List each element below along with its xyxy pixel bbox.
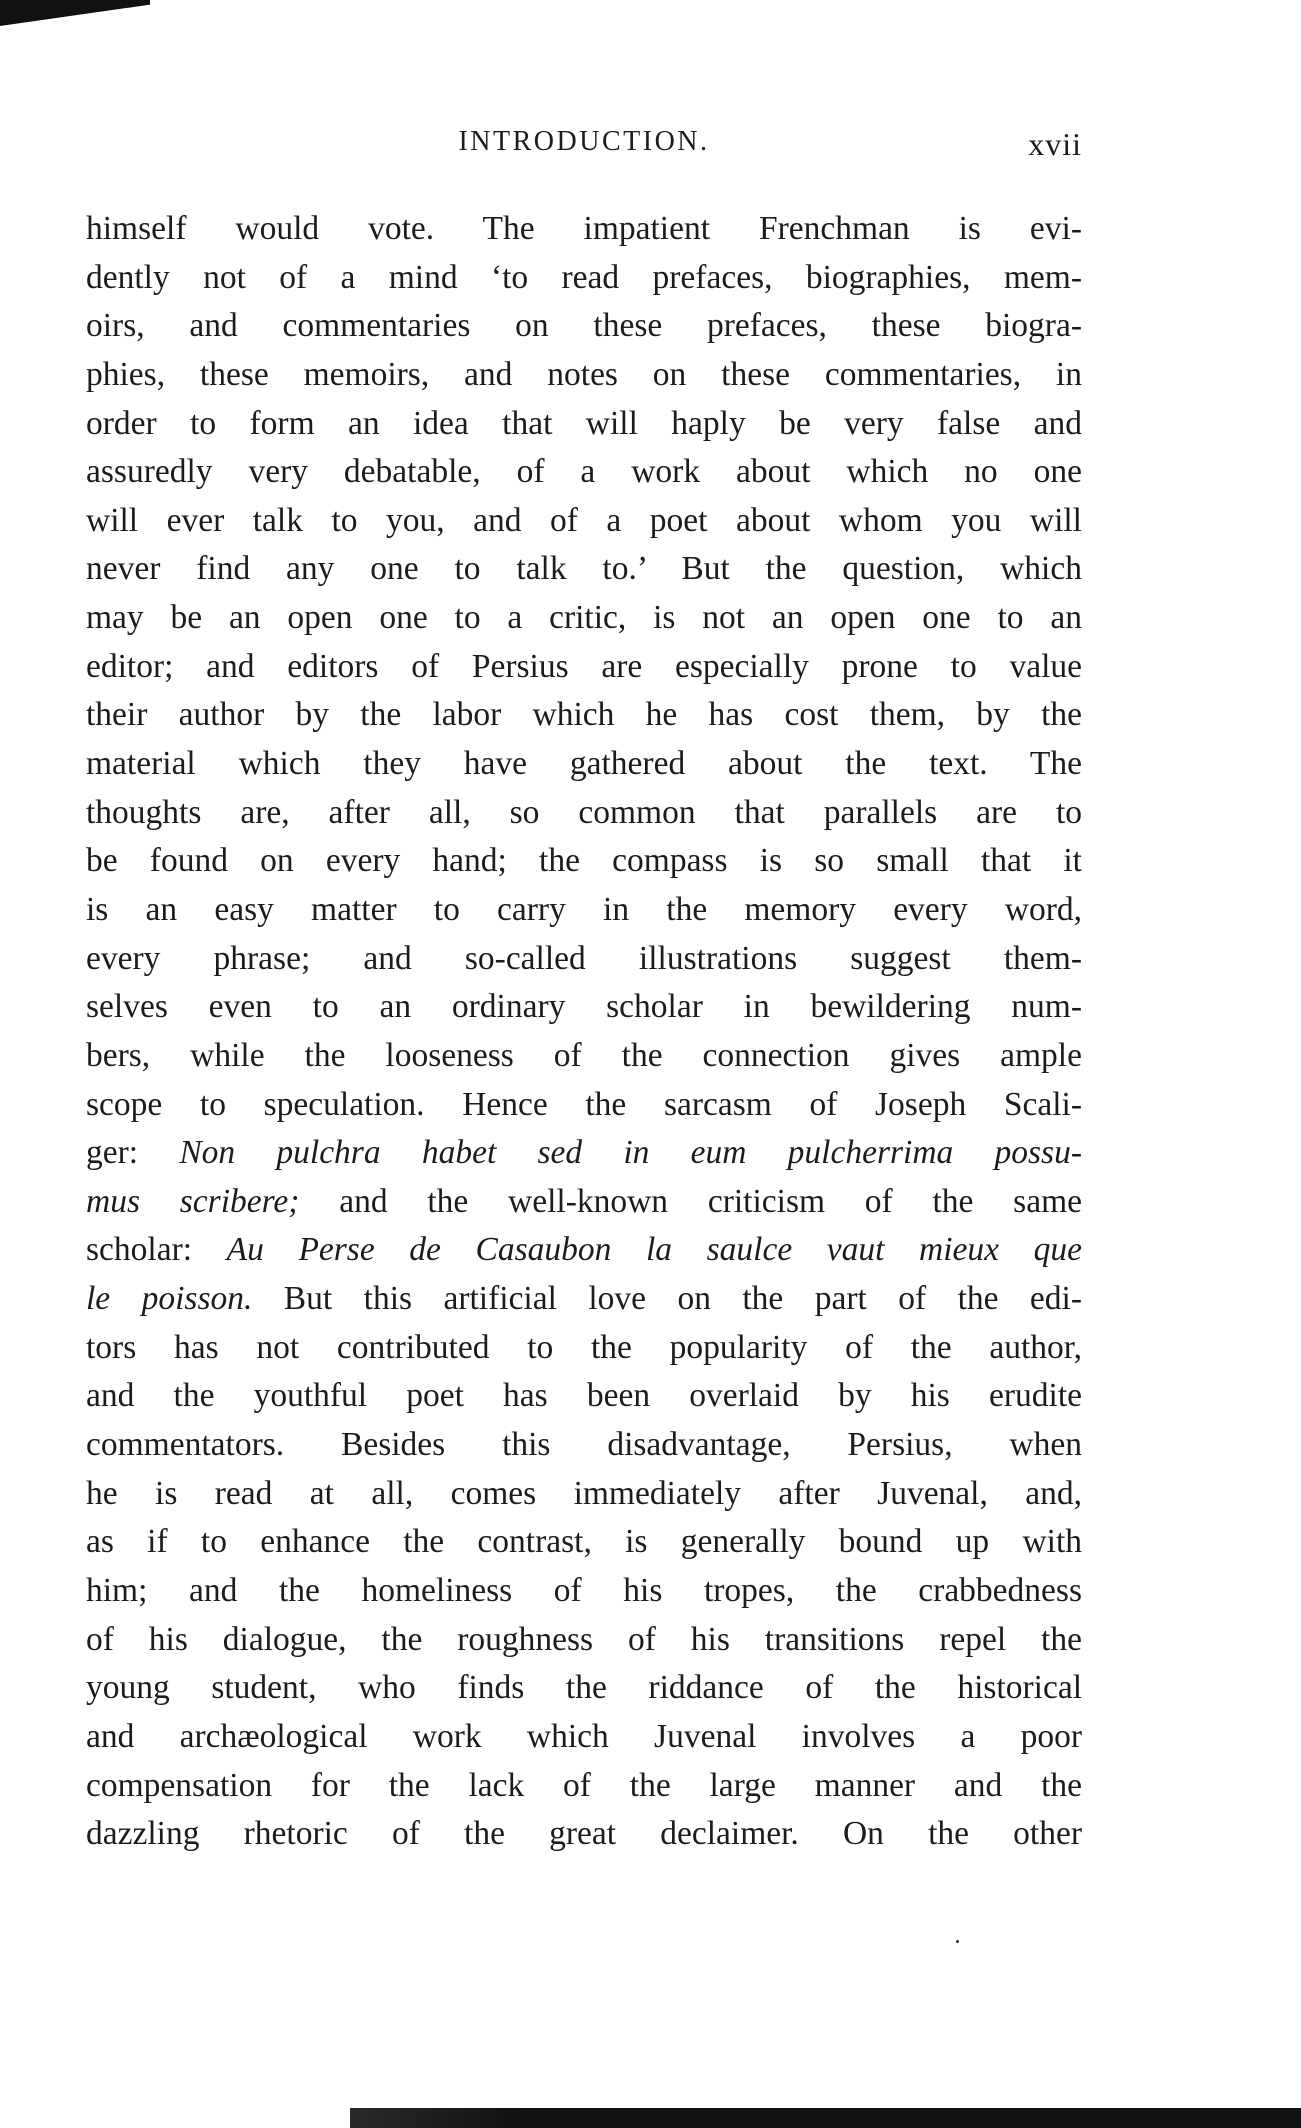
text-line: never find any one to talk to.’ But the question, which <box>86 550 1082 588</box>
text-line: and archæological work which Juvenal involves a poor <box>86 1717 1082 1755</box>
text-line: ger: Non pulchra habet sed in eum pulcherrima possu- <box>86 1134 1082 1172</box>
text-line: himself would vote. The impatient Frenchman is evi- <box>86 210 1082 247</box>
text-line: of his dialogue, the roughness of his transitions repel the <box>86 1620 1082 1658</box>
french-quotation: Au Perse de Casaubon la saulce vaut mieux que <box>226 1231 1082 1269</box>
text-line: be found on every hand; the compass is so small that it <box>86 842 1082 880</box>
text-line: dazzling rhetoric of the great declaimer. On the other <box>86 1815 1082 1853</box>
text-line: oirs, and commentaries on these prefaces, these biogra- <box>86 307 1082 345</box>
text-line: scholar: Au Perse de Casaubon la saulce vaut mieux que <box>86 1231 1082 1269</box>
text-line: and the youthful poet has been overlaid by his erudite <box>86 1377 1082 1415</box>
page-number: xvii <box>1028 126 1082 162</box>
text-line: him; and the homeliness of his tropes, the crabbedness <box>86 1571 1082 1609</box>
body-paragraph <box>86 205 1082 1859</box>
text-line: commentators. Besides this disadvantage, Persius, when <box>86 1426 1082 1464</box>
scan-edge-bar <box>350 2108 1301 2128</box>
text-line: assuredly very debatable, of a work about which no one <box>86 453 1082 491</box>
text-line: scope to speculation. Hence the sarcasm of Joseph Scali- <box>86 1085 1082 1123</box>
running-head <box>86 126 1082 170</box>
text-line: he is read at all, comes immediately after Juvenal, and, <box>86 1474 1082 1512</box>
text-line: material which they have gathered about the text. The <box>86 745 1082 783</box>
scan-speck <box>956 1940 959 1943</box>
text-line: every phrase; and so-called illustrations suggest them- <box>86 939 1082 977</box>
text-line: bers, while the looseness of the connection gives ample <box>86 1036 1082 1074</box>
text-line: mus scribere; and the well-known criticism of the same <box>86 1182 1082 1220</box>
text-line: their author by the labor which he has cost them, by the <box>86 696 1082 734</box>
text-line: le poisson. But this artificial love on the part of the edi- <box>86 1280 1082 1318</box>
scan-corner-mark <box>0 0 150 26</box>
text-line: editor; and editors of Persius are especially prone to value <box>86 647 1082 685</box>
text-line: phies, these memoirs, and notes on these commentaries, in <box>86 355 1082 393</box>
text-line: will ever talk to you, and of a poet about whom you will <box>86 501 1082 539</box>
text-line: young student, who finds the riddance of the historical <box>86 1669 1082 1707</box>
text-line: is an easy matter to carry in the memory every word, <box>86 890 1082 928</box>
running-title: INTRODUCTION. <box>458 126 710 157</box>
text-line: selves even to an ordinary scholar in bewildering num- <box>86 988 1082 1026</box>
text-line: tors has not contributed to the popularity of the author, <box>86 1328 1082 1366</box>
text-line: may be an open one to a critic, is not an open one to an <box>86 599 1082 637</box>
text-line: dently not of a mind ‘to read prefaces, biographies, mem- <box>86 258 1082 296</box>
text-line: thoughts are, after all, so common that parallels are to <box>86 793 1082 831</box>
text-line: order to form an idea that will haply be very false and <box>86 404 1082 442</box>
french-quotation: le poisson. <box>86 1280 253 1318</box>
latin-quotation: Non pulchra habet sed in eum pulcherrima possu- <box>179 1134 1082 1172</box>
text-line: as if to enhance the contrast, is generally bound up with <box>86 1523 1082 1561</box>
latin-quotation: mus scribere; <box>86 1182 300 1220</box>
text-line: compensation for the lack of the large manner and the <box>86 1766 1082 1804</box>
